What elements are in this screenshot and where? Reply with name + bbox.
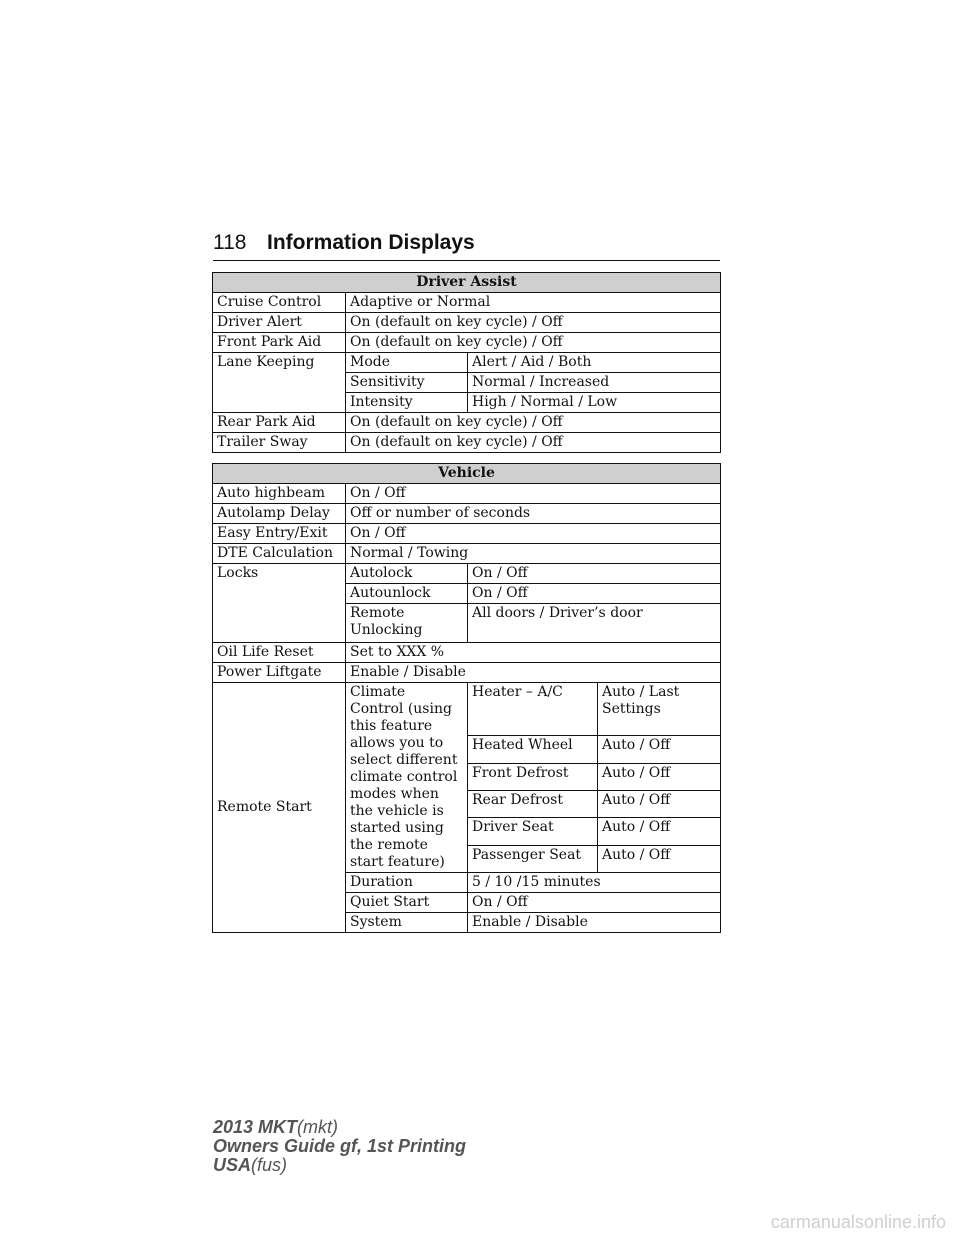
table-row xyxy=(213,484,721,504)
sub-label: Duration xyxy=(346,873,468,893)
footer-line-model xyxy=(213,1118,466,1137)
sub-item-label: Front Defrost xyxy=(468,763,598,790)
sub-label: Remote Unlocking xyxy=(346,604,468,643)
row-label: Cruise Control xyxy=(213,293,346,313)
row-value: Set to XXX % xyxy=(346,643,721,663)
footer-line-region xyxy=(213,1156,466,1175)
row-value: Off or number of seconds xyxy=(346,504,721,524)
sub-label: Sensitivity xyxy=(346,373,468,393)
row-label: Power Liftgate xyxy=(213,663,346,683)
row-value: Adaptive or Normal xyxy=(346,293,721,313)
row-value: On (default on key cycle) / Off xyxy=(346,313,721,333)
sub-label: Autounlock xyxy=(346,584,468,604)
sub-value: On / Off xyxy=(468,584,721,604)
row-value: On (default on key cycle) / Off xyxy=(346,413,721,433)
vehicle-heading: Vehicle xyxy=(213,464,721,484)
row-value: Normal / Towing xyxy=(346,544,721,564)
sub-value: Enable / Disable xyxy=(468,913,721,933)
row-label: Front Park Aid xyxy=(213,333,346,353)
sub-item-value: Auto / Off xyxy=(598,763,721,790)
table-row xyxy=(213,413,721,433)
sub-value: 5 / 10 /15 minutes xyxy=(468,873,721,893)
sub-item-label: Rear Defrost xyxy=(468,790,598,817)
sub-label: Climate Control (using this feature allows you to select different climate control modes when the vehicle is started using the remote start feature) xyxy=(346,683,468,873)
sub-item-value: Auto / Last Settings xyxy=(598,683,721,736)
table-row xyxy=(213,353,721,373)
sub-item-value: Auto / Off xyxy=(598,845,721,872)
row-label: Auto highbeam xyxy=(213,484,346,504)
vehicle-table xyxy=(212,463,721,933)
page-footer xyxy=(213,1118,466,1175)
footer-region-code: (fus) xyxy=(251,1155,288,1175)
sub-label: System xyxy=(346,913,468,933)
sub-item-value: Auto / Off xyxy=(598,790,721,817)
row-label: DTE Calculation xyxy=(213,544,346,564)
row-label: Remote Start xyxy=(213,683,346,933)
table-row xyxy=(213,433,721,453)
table-row xyxy=(213,333,721,353)
footer-model: 2013 MKT xyxy=(213,1117,298,1137)
sub-label: Mode xyxy=(346,353,468,373)
sub-label: Intensity xyxy=(346,393,468,413)
sub-value: All doors / Driver’s door xyxy=(468,604,721,643)
table-row xyxy=(213,663,721,683)
row-label: Locks xyxy=(213,564,346,643)
row-label: Rear Park Aid xyxy=(213,413,346,433)
table-row xyxy=(213,524,721,544)
row-value: On (default on key cycle) / Off xyxy=(346,433,721,453)
driver-assist-heading: Driver Assist xyxy=(213,273,721,293)
row-label: Trailer Sway xyxy=(213,433,346,453)
row-value: On / Off xyxy=(346,484,721,504)
sub-value: Alert / Aid / Both xyxy=(468,353,721,373)
table-row xyxy=(213,564,721,584)
page-header xyxy=(213,230,720,261)
sub-value: Normal / Increased xyxy=(468,373,721,393)
row-label: Autolamp Delay xyxy=(213,504,346,524)
footer-model-code: (mkt) xyxy=(297,1117,339,1137)
sub-label: Autolock xyxy=(346,564,468,584)
row-label: Lane Keeping xyxy=(213,353,346,413)
table-row xyxy=(213,313,721,333)
footer-guide: Owners Guide gf, 1st Printing xyxy=(213,1136,467,1156)
sub-item-label: Driver Seat xyxy=(468,818,598,845)
table-row xyxy=(213,293,721,313)
table-row xyxy=(213,683,721,736)
sub-item-label: Heater – A/C xyxy=(468,683,598,736)
row-label: Oil Life Reset xyxy=(213,643,346,663)
sub-item-value: Auto / Off xyxy=(598,736,721,763)
footer-line-guide xyxy=(213,1137,466,1156)
row-label: Easy Entry/Exit xyxy=(213,524,346,544)
row-value: On (default on key cycle) / Off xyxy=(346,333,721,353)
table-row xyxy=(213,504,721,524)
row-value: On / Off xyxy=(346,524,721,544)
watermark: carmanualsonline.info xyxy=(770,1212,946,1232)
sub-value: On / Off xyxy=(468,564,721,584)
sub-item-label: Heated Wheel xyxy=(468,736,598,763)
sub-item-label: Passenger Seat xyxy=(468,845,598,872)
sub-item-value: Auto / Off xyxy=(598,818,721,845)
row-value: Enable / Disable xyxy=(346,663,721,683)
driver-assist-table xyxy=(212,272,721,453)
row-label: Driver Alert xyxy=(213,313,346,333)
page-number: 118 xyxy=(213,231,247,254)
table-row xyxy=(213,643,721,663)
table-row xyxy=(213,544,721,564)
sub-value: On / Off xyxy=(468,893,721,913)
footer-region: USA xyxy=(213,1155,252,1175)
sub-value: High / Normal / Low xyxy=(468,393,721,413)
section-title: Information Displays xyxy=(267,231,475,254)
sub-label: Quiet Start xyxy=(346,893,468,913)
